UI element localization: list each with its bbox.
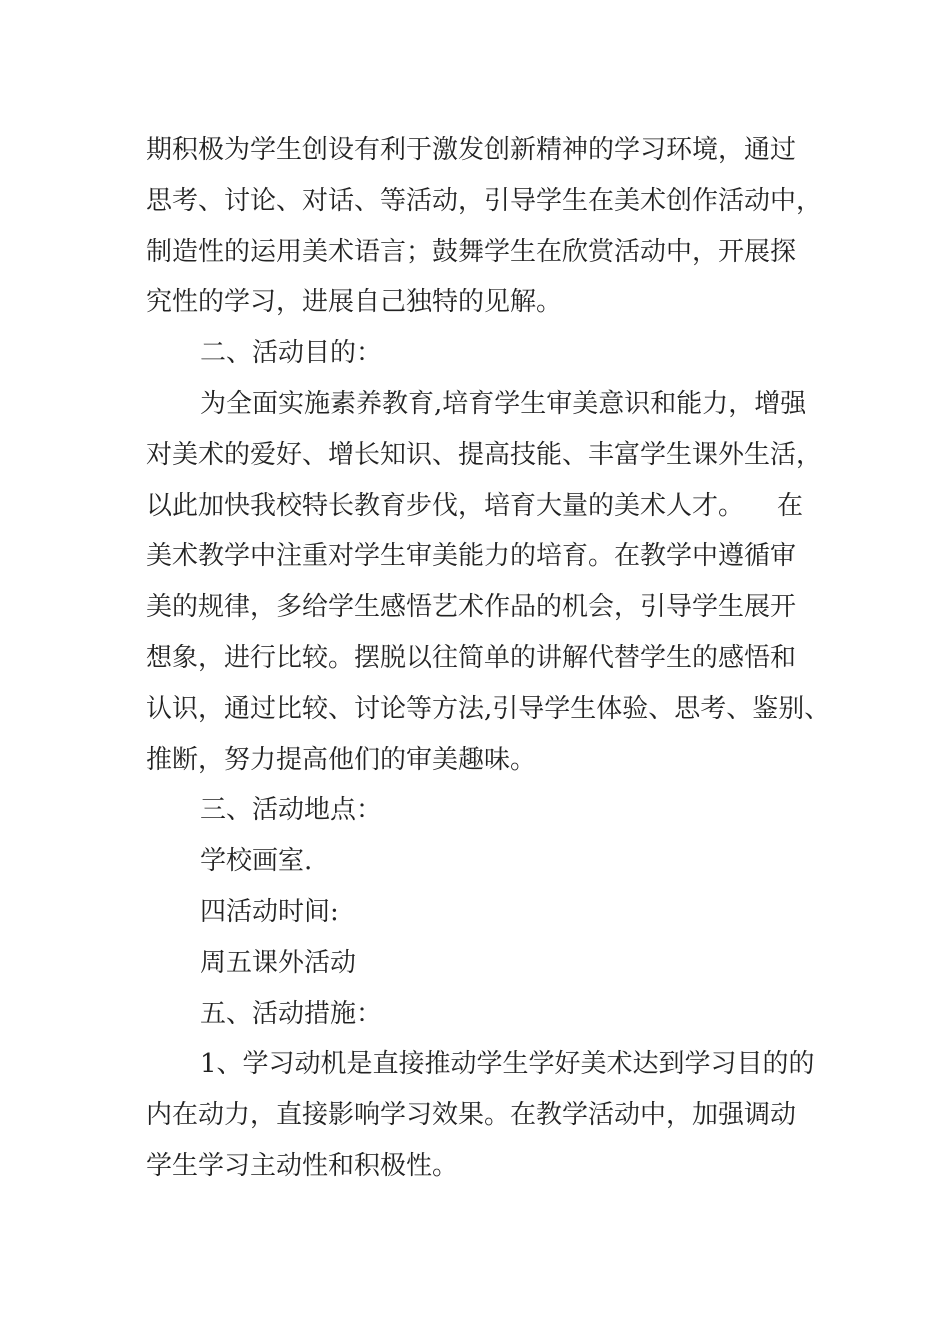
- text-line: 认识，通过比较、讨论等方法,引导学生体验、思考、鉴别、: [146, 693, 831, 724]
- text-line: 期积极为学生创设有利于激发创新精神的学习环境，通过: [146, 135, 797, 165]
- text-line: 制造性的运用美术语言；鼓舞学生在欣赏活动中，开展探: [146, 236, 797, 267]
- text-line: 究性的学习，进展自己独特的见解。: [146, 287, 563, 318]
- document-body: [146, 125, 831, 1192]
- text-line: 为全面实施素养教育,培育学生审美意识和能力，增强: [200, 388, 807, 419]
- section-heading-time: 四活动时间:: [200, 896, 339, 927]
- text-line: 内在动力，直接影响学习效果。在教学活动中，加强调动: [146, 1100, 797, 1131]
- text-line: 推断，努力提高他们的审美趣味。: [146, 744, 537, 775]
- text-line: 学生学习主动性和积极性。: [146, 1150, 459, 1181]
- text-line: 对美术的爱好、增长知识、提高技能、丰富学生课外生活，: [146, 439, 823, 470]
- section-heading-objective: 二、活动目的：: [200, 338, 383, 369]
- text-line: 周五课外活动: [200, 947, 357, 978]
- text-line: 美的规律，多给学生感悟艺术作品的机会，引导学生展开: [146, 592, 797, 623]
- section-heading-location: 三、活动地点：: [200, 795, 383, 826]
- text-line: 学校画室.: [200, 846, 313, 877]
- text-line: 美术教学中注重对学生审美能力的培育。在教学中遵循审: [146, 541, 797, 572]
- section-heading-measures: 五、活动措施：: [200, 998, 383, 1029]
- text-line: 思考、讨论、对话、等活动，引导学生在美术创作活动中，: [146, 185, 823, 216]
- text-line: 1、学习动机是直接推动学生学好美术达到学习目的的: [200, 1049, 815, 1080]
- text-line: 以此加快我校特长教育步伐，培育大量的美术人才。 在: [146, 490, 804, 521]
- text-line: 想象，进行比较。摆脱以往简单的讲解代替学生的感悟和: [146, 642, 797, 673]
